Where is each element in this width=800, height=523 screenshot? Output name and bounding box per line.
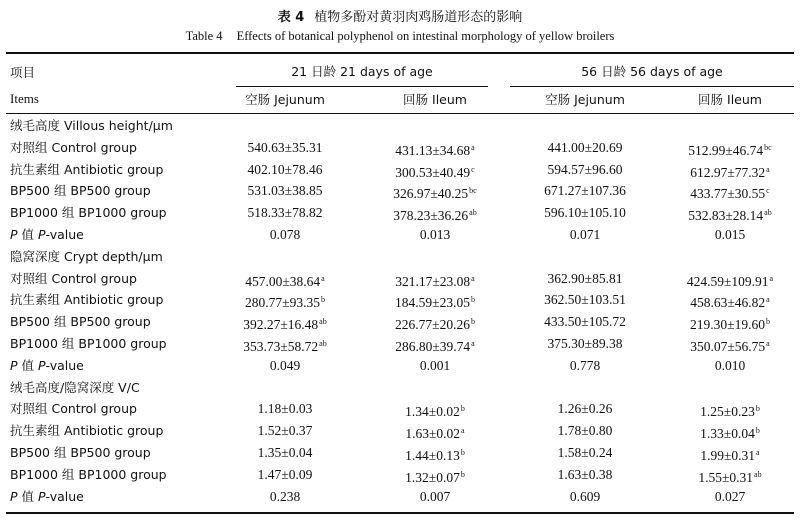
table-cell: [530, 466, 640, 484]
row-label: BP1000 组 BP1000 group: [10, 336, 167, 351]
significance-superscript: b: [460, 448, 465, 457]
table-cell: [670, 466, 790, 487]
cell-value: 594.57±96.60: [547, 161, 623, 177]
row-label: BP1000 组 BP1000 group: [10, 205, 167, 221]
cell-value: 362.90±85.81: [547, 270, 623, 286]
table-cell: [530, 270, 640, 288]
table-cell: [380, 444, 490, 465]
significance-superscript: b: [320, 295, 325, 305]
header-ileum-56: 回肠 Ileum: [698, 92, 762, 107]
cell-value: 392.27±16.48: [243, 317, 319, 333]
cell-value: 531.03±38.85: [247, 183, 323, 199]
p-value-cell: 0.013: [419, 227, 451, 242]
p-en-rest: -value: [45, 357, 84, 373]
significance-superscript: b: [460, 404, 465, 414]
table-cell: [380, 335, 490, 356]
p-value-cell: 0.010: [714, 357, 746, 373]
cell-value: 1.63±0.38: [557, 466, 613, 482]
p-value-cell: 0.078: [269, 227, 301, 242]
row-label: BP500 组 BP500 group: [10, 445, 151, 460]
row-label: BP500 组 BP500 group: [10, 314, 151, 330]
table-cell: [233, 400, 337, 418]
table-cell: [670, 291, 790, 312]
cell-value: 458.63±46.82: [690, 295, 766, 311]
caption-en: [0, 29, 800, 44]
cell-value: 321.17±23.08: [395, 273, 471, 289]
p-value-cell: 0.609: [569, 488, 601, 504]
table-cell: [530, 422, 640, 440]
p-cn: 值: [17, 227, 38, 242]
significance-superscript: ab: [469, 208, 477, 218]
table-cell: [530, 444, 640, 462]
p-italic: P: [10, 357, 18, 373]
cell-value: 1.44±0.13: [405, 448, 460, 463]
bottom-rule: [6, 512, 794, 514]
p-value-label: [10, 488, 84, 506]
table-cell: [530, 204, 640, 222]
significance-superscript: ab: [764, 208, 772, 218]
significance-superscript: a: [471, 339, 475, 348]
p-en-italic: P: [38, 227, 46, 242]
p-value-cell: 0.015: [714, 227, 746, 242]
cell-value: 457.00±38.64: [245, 273, 321, 289]
p-value-cell: 0.027: [714, 488, 746, 504]
p-italic: P: [10, 488, 18, 504]
cell-value: 286.80±39.74: [395, 339, 471, 354]
p-en-italic: P: [38, 357, 46, 373]
cell-value: 532.83±28.14: [688, 208, 764, 224]
table-cell: [233, 422, 337, 440]
table-cell: [530, 161, 640, 179]
table-cell: [530, 182, 640, 200]
significance-superscript: a: [766, 164, 770, 174]
table-cell: [670, 400, 790, 421]
p-value-label: [10, 357, 84, 375]
table-cell: [380, 466, 490, 487]
table-cell: [233, 270, 337, 291]
table-cell: [670, 444, 790, 465]
p-value-cell: 0.071: [569, 227, 601, 242]
significance-superscript: a: [769, 273, 774, 283]
significance-superscript: b: [460, 469, 465, 479]
cell-value: 300.53±40.49: [395, 164, 471, 180]
cell-value: 1.26±0.26: [557, 401, 613, 417]
cell-value: 612.97±77.32: [690, 164, 766, 180]
table-cell: [233, 161, 337, 179]
cell-value: 671.27±107.36: [544, 183, 626, 199]
cell-value: 402.10±78.46: [247, 161, 323, 177]
significance-superscript: bc: [764, 142, 772, 152]
significance-superscript: b: [470, 295, 475, 305]
cell-value: 1.35±0.04: [257, 445, 313, 460]
significance-superscript: ab: [319, 317, 327, 327]
cell-value: 378.23±36.26: [393, 208, 469, 224]
header-rule-21: [236, 86, 488, 87]
table-cell: [380, 422, 490, 443]
row-label: BP500 组 BP500 group: [10, 183, 151, 199]
header-rule-56: [510, 86, 794, 87]
cell-value: 433.77±30.55: [690, 186, 766, 202]
table-cell: [233, 182, 337, 200]
cell-value: 540.63±35.31: [247, 139, 323, 155]
section-title: 绒毛高度 Villous height/μm: [10, 118, 173, 133]
p-value-label: [10, 226, 84, 244]
cell-value: 280.77±93.35: [245, 295, 320, 311]
cell-value: 512.99±46.74: [688, 142, 764, 158]
table-cell: [670, 313, 790, 334]
p-en-rest: -value: [45, 227, 84, 242]
table-cell: [670, 270, 790, 291]
p-value-cell: 0.007: [419, 488, 451, 504]
cell-value: 362.50±103.51: [544, 292, 626, 308]
p-value-cell: 0.238: [269, 488, 301, 504]
table-cell: [380, 313, 490, 334]
cell-value: 353.73±58.72: [243, 339, 319, 354]
cell-value: 431.13±34.68: [395, 142, 471, 158]
p-en-italic: P: [38, 488, 46, 504]
header-21-days: 21 日龄 21 days of age: [291, 64, 433, 79]
cell-value: 1.58±0.24: [557, 445, 613, 460]
table-cell: [530, 400, 640, 418]
table-cell: [233, 204, 337, 222]
cell-value: 596.10±105.10: [544, 205, 626, 221]
table-cell: [380, 291, 490, 312]
significance-superscript: c: [471, 164, 475, 174]
header-jejunum-56: 空肠 Jejunum: [545, 92, 625, 107]
row-label: 抗生素组 Antibiotic group: [10, 423, 164, 439]
cell-value: 375.30±89.38: [547, 336, 623, 351]
cell-value: 1.52±0.37: [257, 423, 313, 439]
cell-value: 219.30±19.60: [690, 317, 765, 333]
significance-superscript: a: [461, 426, 465, 436]
cell-value: 441.00±20.69: [547, 139, 623, 155]
significance-superscript: a: [471, 142, 475, 152]
top-rule: [6, 52, 794, 54]
table-cell: [530, 313, 640, 331]
table-cell: [380, 161, 490, 182]
significance-superscript: ab: [754, 469, 762, 479]
section-title: 隐窝深度 Crypt depth/μm: [10, 248, 163, 264]
cell-value: 184.59±23.05: [395, 295, 470, 311]
significance-superscript: a: [766, 339, 770, 348]
caption-en-label: Table 4: [185, 29, 223, 43]
cell-value: 1.34±0.02: [405, 404, 460, 420]
table-cell: [233, 444, 337, 462]
table-cell: [670, 335, 790, 356]
cell-value: 326.97±40.25: [393, 186, 469, 202]
cell-value: 424.59±109.91: [686, 273, 769, 289]
significance-superscript: b: [755, 404, 760, 414]
p-en-rest: -value: [45, 488, 84, 504]
table-cell: [670, 161, 790, 182]
p-value-cell: 0.001: [419, 357, 451, 373]
table-cell: [233, 139, 337, 157]
table-cell: [530, 291, 640, 309]
cell-value: 1.18±0.03: [257, 401, 313, 417]
row-label: 对照组 Control group: [10, 139, 137, 155]
significance-superscript: b: [755, 426, 760, 436]
caption-cn-title: 植物多酚对黄羽肉鸡肠道形态的影响: [314, 10, 523, 25]
significance-superscript: bc: [469, 186, 477, 196]
header-items-en: Items: [10, 91, 39, 106]
significance-superscript: ab: [319, 339, 327, 348]
table-cell: [233, 313, 337, 334]
significance-superscript: a: [756, 448, 760, 457]
header-56-days: 56 日龄 56 days of age: [581, 64, 723, 79]
header-items-cn: 项目: [10, 65, 36, 80]
table-cell: [380, 270, 490, 291]
table-cell: [233, 335, 337, 356]
table-cell: [670, 422, 790, 443]
cell-value: 518.33±78.82: [247, 205, 323, 221]
row-label: 对照组 Control group: [10, 401, 137, 417]
header-jejunum-21: 空肠 Jejunum: [245, 92, 325, 107]
significance-superscript: a: [321, 273, 325, 283]
table-cell: [670, 182, 790, 203]
cell-value: 1.63±0.02: [405, 426, 461, 442]
header-bottom-rule: [6, 113, 794, 114]
cell-value: 1.32±0.07: [405, 469, 460, 485]
caption-cn: [0, 6, 800, 25]
table-cell: [530, 335, 640, 353]
table-cell: [380, 139, 490, 160]
p-cn: 值: [17, 357, 38, 373]
header-ileum-21: 回肠 Ileum: [403, 92, 467, 107]
cell-value: 226.77±20.26: [395, 317, 470, 333]
cell-value: 1.25±0.23: [700, 404, 755, 420]
cell-value: 1.47±0.09: [257, 466, 313, 482]
table-cell: [670, 139, 790, 160]
p-cn: 值: [17, 488, 38, 504]
significance-superscript: b: [470, 317, 475, 327]
table-cell: [380, 400, 490, 421]
row-label: 抗生素组 Antibiotic group: [10, 161, 164, 177]
table-cell: [233, 291, 337, 312]
p-value-cell: 0.049: [269, 357, 301, 373]
table-cell: [380, 182, 490, 203]
significance-superscript: a: [766, 295, 770, 305]
cell-value: 1.55±0.31: [698, 469, 754, 485]
p-italic: P: [10, 227, 18, 242]
section-title: 绒毛高度/隐窝深度 V/C: [10, 379, 140, 395]
row-label: 抗生素组 Antibiotic group: [10, 292, 164, 308]
significance-superscript: b: [765, 317, 770, 327]
table-cell: [233, 466, 337, 484]
row-label: BP1000 组 BP1000 group: [10, 466, 167, 482]
caption-cn-label: 表 4: [277, 10, 305, 25]
cell-value: 433.50±105.72: [544, 314, 626, 330]
cell-value: 1.33±0.04: [700, 426, 755, 442]
cell-value: 1.78±0.80: [557, 423, 613, 439]
significance-superscript: a: [471, 273, 475, 283]
row-label: 对照组 Control group: [10, 270, 137, 286]
table-cell: [380, 204, 490, 225]
p-value-cell: 0.778: [569, 357, 601, 373]
significance-superscript: c: [766, 186, 770, 196]
table-cell: [530, 139, 640, 157]
table-cell: [670, 204, 790, 225]
cell-value: 350.07±56.75: [690, 339, 766, 354]
cell-value: 1.99±0.31: [700, 448, 756, 463]
caption-en-title: Effects of botanical polyphenol on intestinal morphology of yellow broilers: [236, 29, 615, 43]
